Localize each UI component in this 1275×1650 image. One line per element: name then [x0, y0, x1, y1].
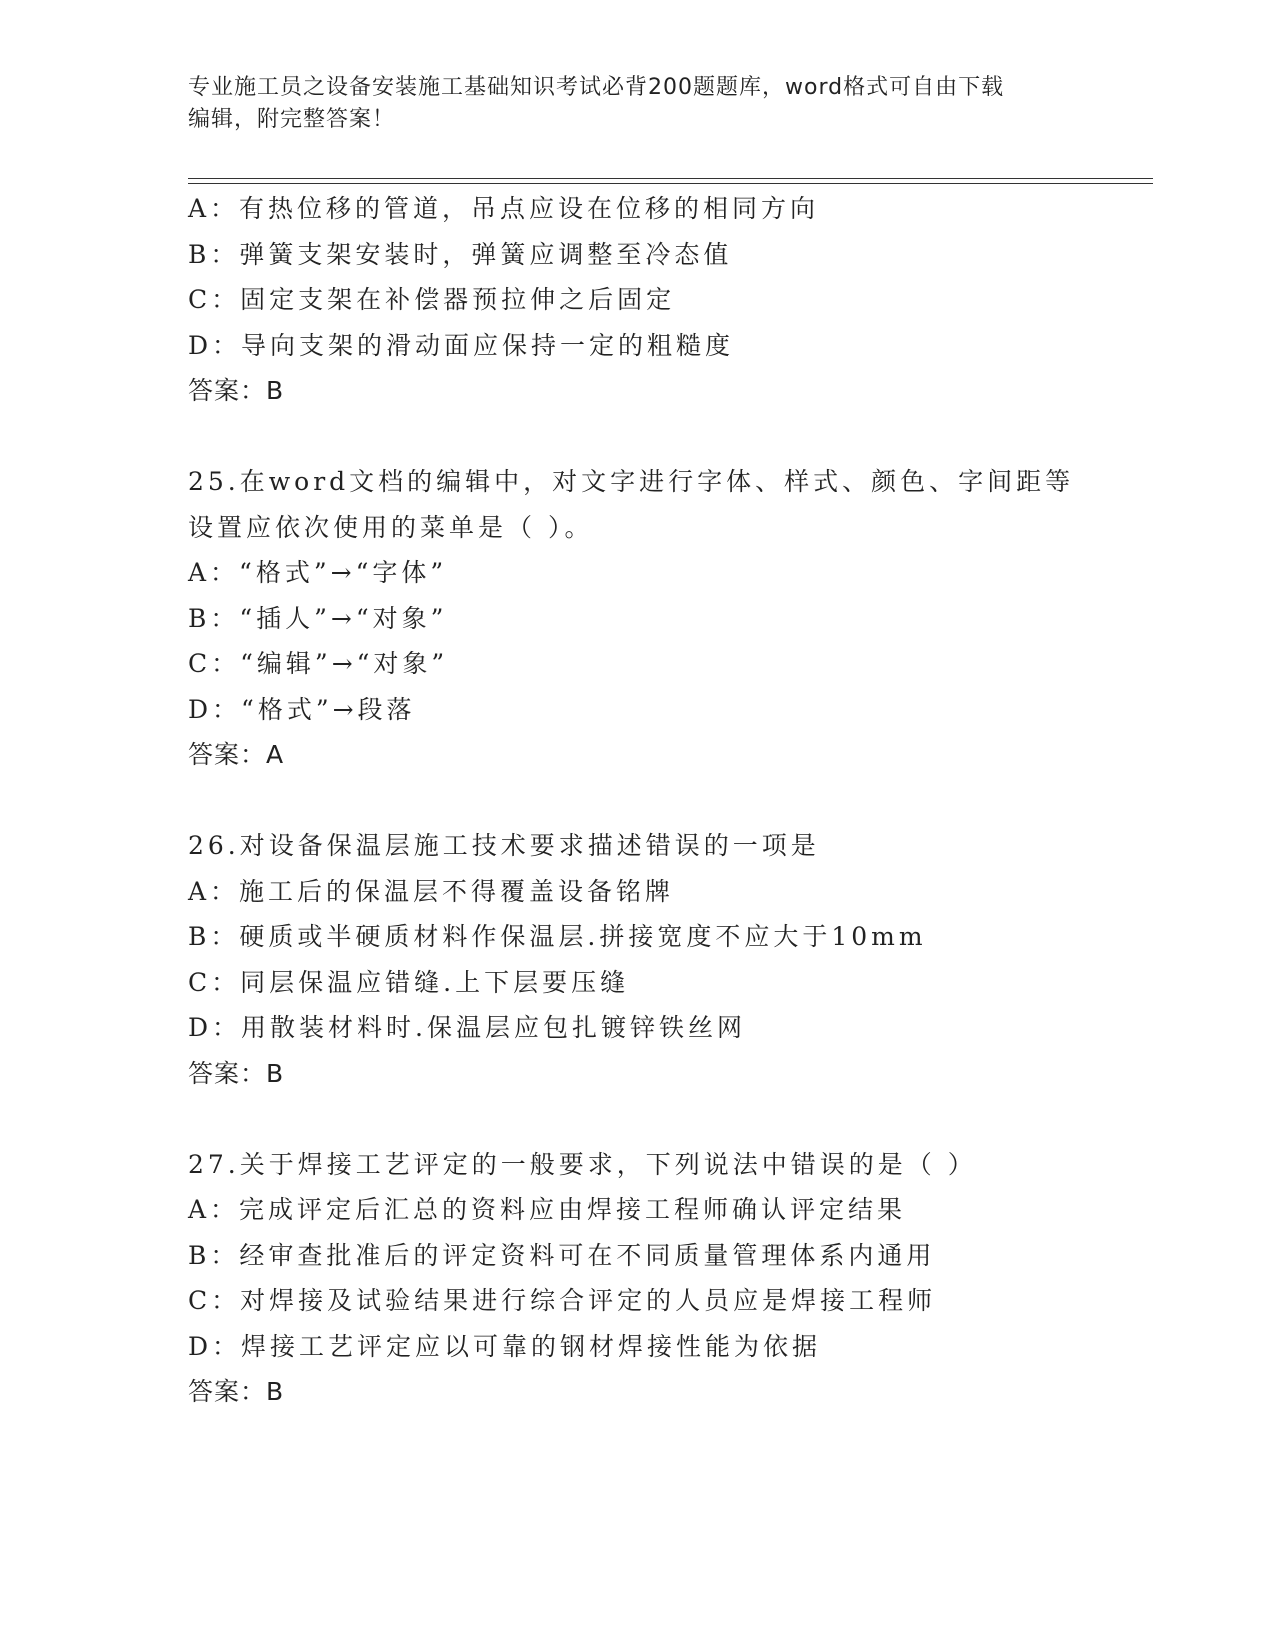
option-c: C：对焊接及试验结果进行综合评定的人员应是焊接工程师	[188, 1286, 937, 1315]
header-title-line-2: 编辑，附完整答案！	[188, 107, 396, 132]
option-b: B：硬质或半硬质材料作保温层.拼接宽度不应大于10mm	[188, 922, 927, 951]
option-d: D：焊接工艺评定应以可靠的钢材焊接性能为依据	[188, 1331, 822, 1361]
answer-line: 答案：A	[188, 740, 285, 769]
answer-line: 答案：B	[188, 1058, 285, 1088]
question-stem: 27.关于焊接工艺评定的一般要求，下列说法中错误的是（ ）	[188, 1149, 977, 1179]
question-stem: 设置应依次使用的菜单是（ ）。	[188, 512, 594, 542]
header-divider-bottom	[188, 183, 1153, 184]
answer-line: 答案：B	[188, 1377, 285, 1406]
question-24-continued	[188, 186, 1148, 414]
option-a: A：完成评定后汇总的资料应由焊接工程师确认评定结果	[188, 1195, 907, 1224]
option-d: D：“格式”→段落	[188, 694, 416, 724]
spacer	[188, 414, 1148, 460]
option-c: C：固定支架在补偿器预拉伸之后固定	[188, 285, 676, 314]
option-a: A：有热位移的管道，吊点应设在位移的相同方向	[188, 194, 820, 223]
answer-line: 答案：B	[188, 376, 285, 405]
header-divider-top	[188, 178, 1153, 179]
question-stem: 26.对设备保温层施工技术要求描述错误的一项是	[188, 831, 820, 860]
option-d: D：用散装材料时.保温层应包扎镀锌铁丝网	[188, 1013, 746, 1042]
spacer	[188, 1096, 1148, 1142]
option-c: C：同层保温应错缝.上下层要压缝	[188, 967, 630, 997]
header-title-line-1: 专业施工员之设备安装施工基础知识考试必背200题题库，word格式可自由下载	[188, 75, 1005, 100]
question-26	[188, 823, 1148, 1096]
spacer	[188, 778, 1148, 824]
question-content	[188, 186, 1148, 1415]
option-b: B：“插人”→“对象”	[188, 603, 448, 633]
option-a: A：施工后的保温层不得覆盖设备铭牌	[188, 876, 675, 906]
option-b: B：经审查批准后的评定资料可在不同质量管理体系内通用	[188, 1240, 936, 1270]
option-c: C：“编辑”→“对象”	[188, 649, 449, 678]
option-b: B：弹簧支架安装时，弹簧应调整至冷态值	[188, 239, 733, 269]
option-d: D：导向支架的滑动面应保持一定的粗糙度	[188, 330, 735, 360]
option-a: A：“格式”→“字体”	[188, 558, 448, 587]
question-stem: 25.在word文档的编辑中，对文字进行字体、样式、颜色、字间距等	[188, 467, 1075, 496]
question-27	[188, 1142, 1148, 1415]
question-25	[188, 459, 1148, 778]
document-header	[188, 72, 1068, 136]
